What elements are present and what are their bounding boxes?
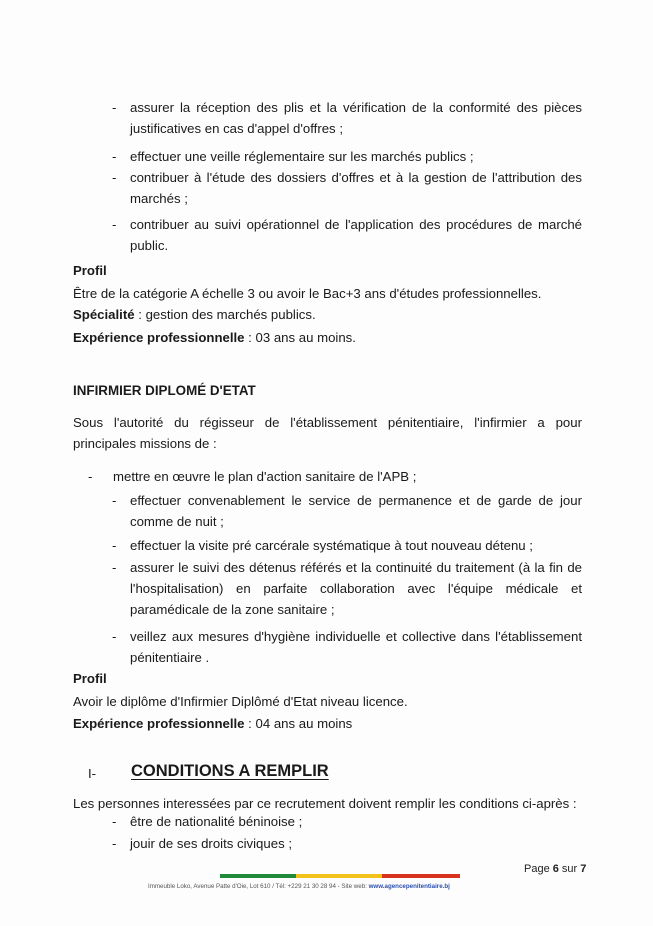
- footer-website-link[interactable]: www.agencepenitentiaire.bj: [368, 883, 450, 890]
- conditions-intro: Les personnes interessées par ce recrutement doivent remplir les conditions ci-après :: [73, 796, 577, 811]
- experience-label: Expérience professionnelle: [73, 330, 245, 345]
- list-item: assurer le suivi des détenus référés et la continuité du traitement (à la fin de l'hospitalisation) en parfaite collaboration avec l'équipe médicale et paramédicale de la zone sanitaire ;: [130, 560, 582, 617]
- profil-text: Avoir le diplôme d'Infirmier Diplômé d'Etat niveau licence.: [73, 694, 408, 709]
- section-number: I-: [88, 766, 97, 781]
- experience-line: [73, 327, 356, 348]
- bullet-dash: -: [112, 217, 117, 232]
- bullet-dash: -: [112, 836, 117, 851]
- page-current: 6: [552, 863, 559, 875]
- specialite-line: [73, 304, 316, 325]
- main-list-item: mettre en œuvre le plan d'action sanitaire de l'APB ;: [113, 469, 417, 484]
- footer-address-text: Immeuble Loko, Avenue Patte d'Oie, Lot 610 / Tél: +229 21 30 28 94 - Site web:: [148, 883, 369, 890]
- page-prefix: Page: [524, 863, 553, 875]
- specialite-label: Spécialité: [73, 307, 135, 322]
- list-item: assurer la réception des plis et la vérification de la conformité des pièces justificatives en cas d'appel d'offres ;: [130, 100, 582, 136]
- infirmier-intro: Sous l'autorité du régisseur de l'établissement pénitentiaire, l'infirmier a pour principales missions de :: [73, 415, 582, 451]
- bullet-dash: -: [112, 100, 117, 115]
- list-item: veillez aux mesures d'hygiène individuelle et collective dans l'établissement pénitentiaire .: [130, 629, 582, 665]
- experience-label: Expérience professionnelle: [73, 716, 245, 731]
- bullet-dash: -: [112, 149, 117, 164]
- list-item: contribuer au suivi opérationnel de l'application des procédures de marché public.: [130, 217, 582, 253]
- list-item: effectuer la visite pré carcérale systématique à tout nouveau détenu ;: [130, 538, 533, 553]
- bullet-dash: -: [112, 170, 117, 185]
- footer-bar-green: [220, 874, 296, 878]
- section-heading-infirmier: INFIRMIER DIPLOMÉ D'ETAT: [73, 383, 256, 398]
- page-mid: sur: [558, 863, 581, 875]
- experience-line: [73, 713, 352, 734]
- bullet-dash: -: [112, 814, 117, 829]
- footer-bar-red: [382, 874, 460, 878]
- section-title-conditions: CONDITIONS A REMPLIR: [131, 762, 329, 780]
- experience-value: : 03 ans au moins.: [244, 330, 356, 345]
- list-item: contribuer à l'étude des dossiers d'offres et à la gestion de l'attribution des marchés ;: [130, 170, 582, 206]
- list-item: effectuer une veille réglementaire sur les marchés publics ;: [130, 149, 474, 164]
- experience-value: : 04 ans au moins: [244, 716, 353, 731]
- footer-address: [148, 882, 548, 891]
- bullet-dash: -: [88, 469, 93, 484]
- bullet-dash: -: [112, 493, 117, 508]
- bullet-dash: -: [112, 560, 117, 575]
- page-number: [524, 862, 586, 876]
- list-item: jouir de ses droits civiques ;: [130, 836, 292, 851]
- footer-bar-yellow: [296, 874, 382, 878]
- list-item: être de nationalité béninoise ;: [130, 814, 303, 829]
- specialite-value: : gestion des marchés publics.: [134, 307, 316, 322]
- profil-heading: Profil: [73, 263, 107, 278]
- profil-heading: Profil: [73, 671, 107, 686]
- profil-text: Être de la catégorie A échelle 3 ou avoir le Bac+3 ans d'études professionnelles.: [73, 286, 542, 301]
- bullet-dash: -: [112, 629, 117, 644]
- page-total: 7: [580, 863, 587, 875]
- list-item: effectuer convenablement le service de permanence et de garde de jour comme de nuit ;: [130, 493, 582, 529]
- bullet-dash: -: [112, 538, 117, 553]
